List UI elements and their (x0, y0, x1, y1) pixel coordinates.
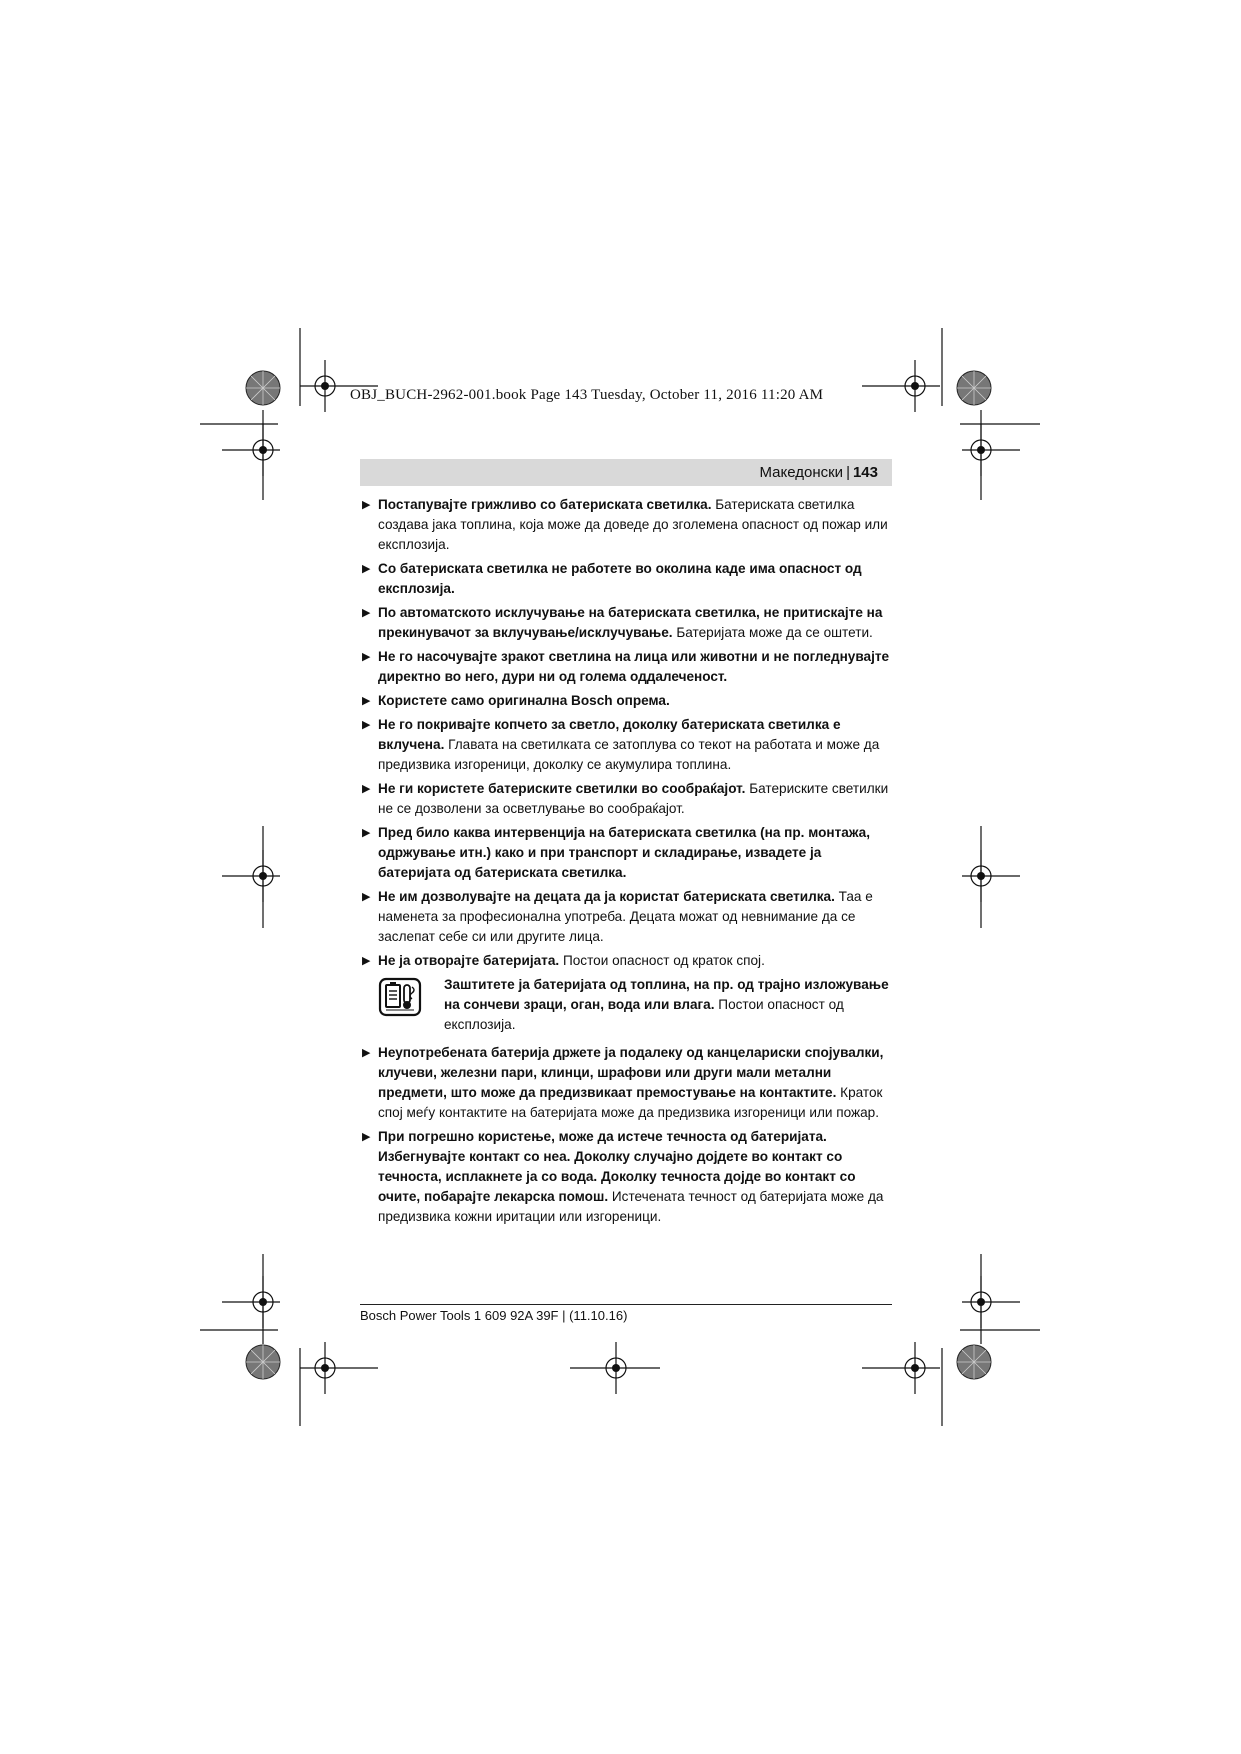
list-item: ▶ Користете само оригинална Bosch опрема. (362, 691, 892, 711)
list-item: ▶ Не го покривајте копчето за светло, доколку батериската светилка е вклучена. Главата на светилката се затоплува со текот на работата и може да предизвика изгореници, доколку се акумулира топлина. (362, 717, 880, 772)
page-footer: Bosch Power Tools 1 609 92A 39F | (11.10.16) (360, 1308, 628, 1323)
list-item: ▶ Неупотребената батерија држете ја подалеку од канцелариски спојувалки, клучеви, железни пари, клинци, шрафови или други мали метални предмети, што може да предизвикаат премостување на контактите. Краток спој меѓу контактите на батеријата може да предизвика изгореници или пожар. (362, 1045, 884, 1120)
page-number: 143 (852, 464, 878, 481)
battery-warning-block: Заштитете ја батеријата од топлина, на пр. од трајно изложување на сончеви зраци, оган, вода или влага. Постои опасност од експлозија. (378, 975, 892, 1035)
bullet-arrow-icon: ▶ (362, 1131, 371, 1143)
list-item: ▶ При погрешно користење, може да истече течноста од батеријата. Избегнувајте контакт со неа. Доколку случајно дојдете во контакт со течноста, исплакнете ја со вода. Доколку течноста дојде во контакт со очите, побарајте лекарска помош. Истечената течност од батеријата може да предизвика кожни иритации или изгореници. (362, 1129, 884, 1224)
list-item: ▶ Не го насочувајте зракот светлина на лица или животни и не погледнувајте директно во него, дури ни од голема оддалеченост. (362, 649, 890, 684)
list-item: ▶ Постапувајте грижливо со батериската светилка. Батериската светилка создава јака топлина, која може да доведе до зголемена опасност од пожар или експлозија. (362, 497, 888, 552)
bullet-arrow-icon: ▶ (362, 827, 371, 839)
footer-rule (360, 1304, 892, 1305)
bullet-arrow-icon: ▶ (362, 607, 371, 619)
list-item: ▶ Не им дозволувајте на децата да ја користат батериската светилка. Таа е наменета за професионална употреба. Децата можат од невнимание да се заслепат себе си или другите лица. (362, 889, 873, 944)
list-item: ▶ Пред било каква интервенција на батериската светилка (на пр. монтажа, одржување итн.) како и при транспорт и складирање, извадете ја батеријата од батериската светилка. (362, 825, 870, 880)
print-slug-line: OBJ_BUCH-2962-001.book Page 143 Tuesday, October 11, 2016 11:20 AM (350, 387, 824, 403)
header-text (759, 464, 878, 481)
battery-heat-warning-icon (378, 977, 422, 1017)
header-separator: | (846, 464, 850, 481)
bullet-arrow-icon: ▶ (362, 891, 371, 903)
bullet-arrow-icon: ▶ (362, 499, 371, 511)
bullet-arrow-icon: ▶ (362, 1047, 371, 1059)
page-header (360, 459, 892, 486)
bullet-arrow-icon: ▶ (362, 783, 371, 795)
safety-instructions (362, 495, 892, 1231)
bullet-arrow-icon: ▶ (362, 695, 371, 707)
list-item: ▶ Не ја отворајте батеријата. Постои опасност од краток спој. (362, 951, 892, 971)
list-item: ▶ Со батериската светилка не работете во околина каде има опасност од експлозија. (362, 561, 862, 596)
bullet-arrow-icon: ▶ (362, 955, 371, 967)
list-item: ▶ По автоматското исклучување на батериската светилка, не притискајте на прекинувачот за вклучување/исклучување. Батеријата може да се оштети. (362, 605, 883, 640)
bullet-arrow-icon: ▶ (362, 563, 371, 575)
header-language: Македонски (759, 464, 844, 481)
list-item: ▶ Не ги користете батериските светилки во сообраќајот. Батериските светилки не се дозволени за осветлување во сообраќајот. (362, 781, 889, 816)
bullet-arrow-icon: ▶ (362, 651, 371, 663)
bullet-arrow-icon: ▶ (362, 719, 371, 731)
